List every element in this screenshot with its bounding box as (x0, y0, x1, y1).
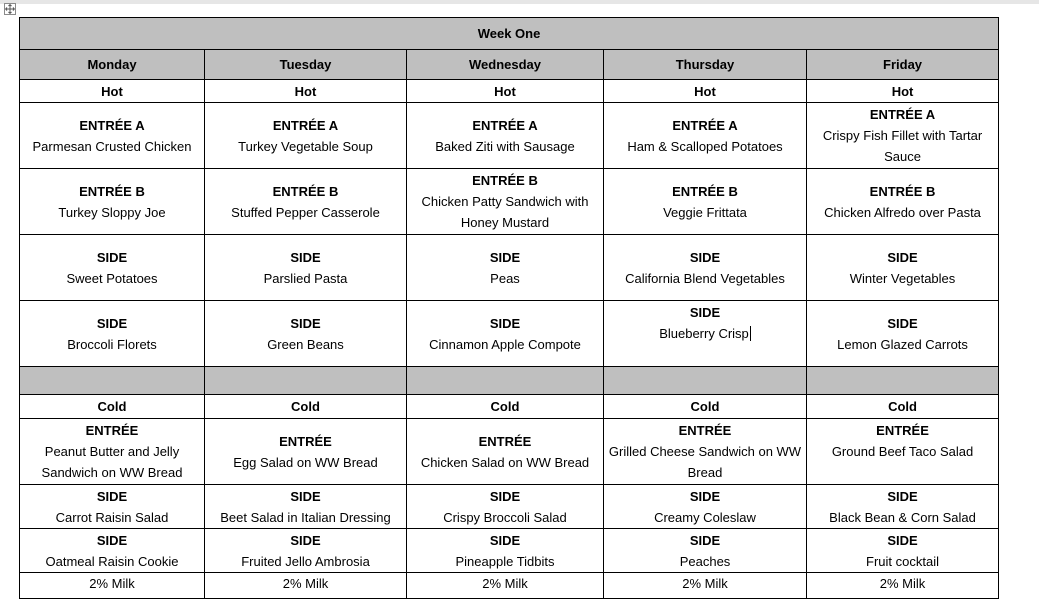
entree-label: ENTRÉE (478, 433, 532, 449)
menu-item: Pineapple Tidbits (455, 553, 555, 569)
cold-side-1-row (20, 485, 999, 529)
menu-item: Carrot Raisin Salad (55, 509, 169, 525)
menu-cell[interactable] (407, 529, 604, 573)
side-2-row (20, 301, 999, 367)
cold-label: Cold (490, 399, 520, 414)
hot-label-cell[interactable] (807, 80, 999, 103)
menu-item: California Blend Vegetables (625, 270, 785, 286)
side-label: SIDE (887, 488, 918, 504)
menu-item-editing[interactable] (606, 323, 804, 344)
text-cursor (750, 326, 751, 341)
entree-b-label: ENTRÉE B (672, 183, 738, 199)
menu-cell[interactable] (407, 235, 604, 301)
menu-item: Turkey Vegetable Soup (238, 138, 373, 154)
menu-item: Crispy Fish Fillet with Tartar Sauce (822, 128, 983, 164)
menu-cell[interactable] (407, 169, 604, 235)
menu-cell[interactable] (205, 485, 407, 529)
menu-item: Sweet Potatoes (66, 270, 158, 286)
menu-item: Chicken Salad on WW Bread (420, 454, 590, 470)
menu-item: Grilled Cheese Sandwich on WW Bread (608, 444, 802, 480)
day-header-row (20, 50, 999, 80)
cold-label-cell[interactable] (205, 395, 407, 419)
side-label: SIDE (689, 305, 721, 320)
hot-label: Hot (101, 83, 123, 99)
cold-side-2-row (20, 529, 999, 573)
hot-label: Hot (494, 83, 516, 99)
document-top-border (0, 0, 1039, 4)
menu-cell[interactable] (407, 485, 604, 529)
side-label: SIDE (489, 315, 521, 331)
menu-item: Fruit cocktail (866, 553, 939, 569)
menu-item: Chicken Alfredo over Pasta (824, 204, 981, 220)
menu-cell[interactable] (604, 103, 807, 169)
title-row (20, 18, 999, 50)
menu-item: Crispy Broccoli Salad (443, 509, 567, 525)
menu-cell[interactable] (807, 419, 999, 485)
hot-label: Hot (694, 83, 716, 99)
side-label: SIDE (689, 488, 721, 504)
menu-item: Peaches (679, 553, 731, 569)
entree-a-label: ENTRÉE A (79, 117, 145, 133)
menu-item: Fruited Jello Ambrosia (241, 553, 370, 569)
separator-row (20, 367, 999, 395)
cold-label-cell[interactable] (20, 395, 205, 419)
menu-cell[interactable] (205, 235, 407, 301)
side-label: SIDE (689, 249, 721, 265)
menu-cell[interactable] (604, 235, 807, 301)
entree-a-label: ENTRÉE A (272, 117, 339, 133)
side-label: SIDE (887, 249, 918, 265)
entree-a-label: ENTRÉE A (869, 107, 936, 122)
milk-item: 2% Milk (89, 576, 135, 591)
menu-item: Lemon Glazed Carrots (837, 336, 968, 352)
hot-label-row (20, 80, 999, 103)
menu-cell[interactable] (807, 529, 999, 573)
menu-cell[interactable] (807, 103, 999, 169)
entree-label: ENTRÉE (85, 423, 139, 438)
separator-cell[interactable] (604, 367, 807, 395)
menu-cell[interactable] (604, 529, 807, 573)
cold-entree-row (20, 419, 999, 485)
table-move-handle-icon[interactable] (4, 3, 16, 15)
side-label: SIDE (489, 532, 521, 548)
entree-b-label: ENTRÉE B (272, 183, 339, 199)
menu-item: Parslied Pasta (263, 270, 348, 286)
side-label: SIDE (96, 249, 128, 265)
page-title[interactable]: Week One (20, 18, 999, 50)
side-label: SIDE (689, 532, 721, 548)
menu-item: Peanut Butter and Jelly Sandwich on WW Bread (41, 444, 183, 480)
hot-label: Hot (294, 83, 317, 99)
entree-label: ENTRÉE (876, 423, 929, 438)
menu-cell[interactable] (807, 485, 999, 529)
entree-a-row (20, 103, 999, 169)
hot-label-cell[interactable] (20, 80, 205, 103)
menu-cell[interactable] (604, 301, 807, 367)
menu-cell[interactable] (205, 301, 407, 367)
menu-item: Ham & Scalloped Potatoes (627, 138, 783, 154)
menu-item: Creamy Coleslaw (654, 509, 756, 525)
menu-cell[interactable] (807, 301, 999, 367)
menu-item: Blueberry Crisp (659, 326, 749, 341)
menu-item: Black Bean & Corn Salad (829, 509, 976, 525)
menu-item: Turkey Sloppy Joe (58, 204, 166, 220)
menu-item: Ground Beef Taco Salad (831, 444, 974, 459)
menu-item: Beet Salad in Italian Dressing (220, 509, 391, 525)
menu-cell[interactable] (407, 103, 604, 169)
milk-item: 2% Milk (682, 576, 728, 591)
entree-label: ENTRÉE (279, 433, 332, 449)
entree-a-label: ENTRÉE A (472, 117, 538, 133)
menu-cell[interactable] (807, 235, 999, 301)
menu-item: Oatmeal Raisin Cookie (45, 553, 179, 569)
menu-cell[interactable] (604, 419, 807, 485)
hot-label-cell[interactable] (604, 80, 807, 103)
day-header[interactable]: Thursday (604, 50, 807, 80)
side-label: SIDE (290, 249, 321, 265)
hot-label-cell[interactable] (205, 80, 407, 103)
menu-cell[interactable] (205, 169, 407, 235)
cold-label: Cold (690, 399, 720, 414)
day-header[interactable]: Wednesday (407, 50, 604, 80)
hot-label: Hot (891, 83, 914, 99)
menu-cell[interactable] (205, 419, 407, 485)
entree-b-label: ENTRÉE B (472, 173, 538, 188)
cold-label: Cold (97, 399, 127, 414)
side-label: SIDE (96, 532, 128, 548)
menu-item: Egg Salad on WW Bread (233, 454, 378, 470)
entree-label: ENTRÉE (678, 423, 732, 438)
milk-item: 2% Milk (282, 576, 329, 591)
side-label: SIDE (96, 315, 128, 331)
side-label: SIDE (887, 315, 918, 331)
menu-item: Broccoli Florets (67, 336, 157, 352)
separator-cell[interactable] (807, 367, 999, 395)
menu-item: Cinnamon Apple Compote (429, 336, 581, 352)
separator-cell[interactable] (407, 367, 604, 395)
milk-item: 2% Milk (879, 576, 926, 591)
cold-label-cell[interactable] (604, 395, 807, 419)
menu-cell[interactable] (20, 529, 205, 573)
separator-cell[interactable] (205, 367, 407, 395)
menu-item: Chicken Patty Sandwich with Honey Mustard (421, 194, 589, 230)
menu-cell[interactable] (604, 169, 807, 235)
day-header[interactable]: Tuesday (205, 50, 407, 80)
day-header[interactable]: Friday (807, 50, 999, 80)
side-label: SIDE (290, 488, 321, 504)
side-label: SIDE (290, 315, 321, 331)
menu-cell[interactable] (20, 169, 205, 235)
milk-item: 2% Milk (482, 576, 528, 591)
side-label: SIDE (489, 249, 521, 265)
menu-cell[interactable] (807, 169, 999, 235)
menu-cell[interactable] (20, 485, 205, 529)
cold-label: Cold (888, 399, 917, 414)
menu-item: Baked Ziti with Sausage (435, 138, 575, 154)
menu-cell[interactable] (407, 301, 604, 367)
menu-item: Stuffed Pepper Casserole (231, 204, 380, 220)
menu-cell[interactable] (604, 485, 807, 529)
menu-table[interactable] (19, 17, 999, 599)
side-1-row (20, 235, 999, 301)
cold-label-row (20, 395, 999, 419)
side-label: SIDE (489, 488, 521, 504)
menu-cell[interactable] (205, 103, 407, 169)
menu-item: Veggie Frittata (663, 204, 747, 220)
menu-cell[interactable] (20, 103, 205, 169)
menu-item: Peas (490, 270, 520, 286)
entree-b-label: ENTRÉE B (79, 183, 145, 199)
menu-cell[interactable] (20, 235, 205, 301)
hot-label-cell[interactable] (407, 80, 604, 103)
cold-label: Cold (291, 399, 320, 414)
menu-item: Parmesan Crusted Chicken (32, 138, 192, 154)
side-label: SIDE (290, 532, 321, 548)
side-label: SIDE (96, 488, 128, 504)
menu-item: Winter Vegetables (849, 270, 956, 286)
menu-cell[interactable] (20, 419, 205, 485)
separator-cell[interactable] (20, 367, 205, 395)
menu-cell[interactable] (20, 301, 205, 367)
menu-cell[interactable] (205, 529, 407, 573)
cold-label-cell[interactable] (807, 395, 999, 419)
side-label: SIDE (887, 532, 918, 548)
entree-b-row (20, 169, 999, 235)
menu-cell[interactable] (407, 419, 604, 485)
cold-label-cell[interactable] (407, 395, 604, 419)
day-header[interactable]: Monday (20, 50, 205, 80)
entree-b-label: ENTRÉE B (869, 183, 936, 199)
menu-item: Green Beans (267, 336, 344, 352)
entree-a-label: ENTRÉE A (672, 117, 738, 133)
